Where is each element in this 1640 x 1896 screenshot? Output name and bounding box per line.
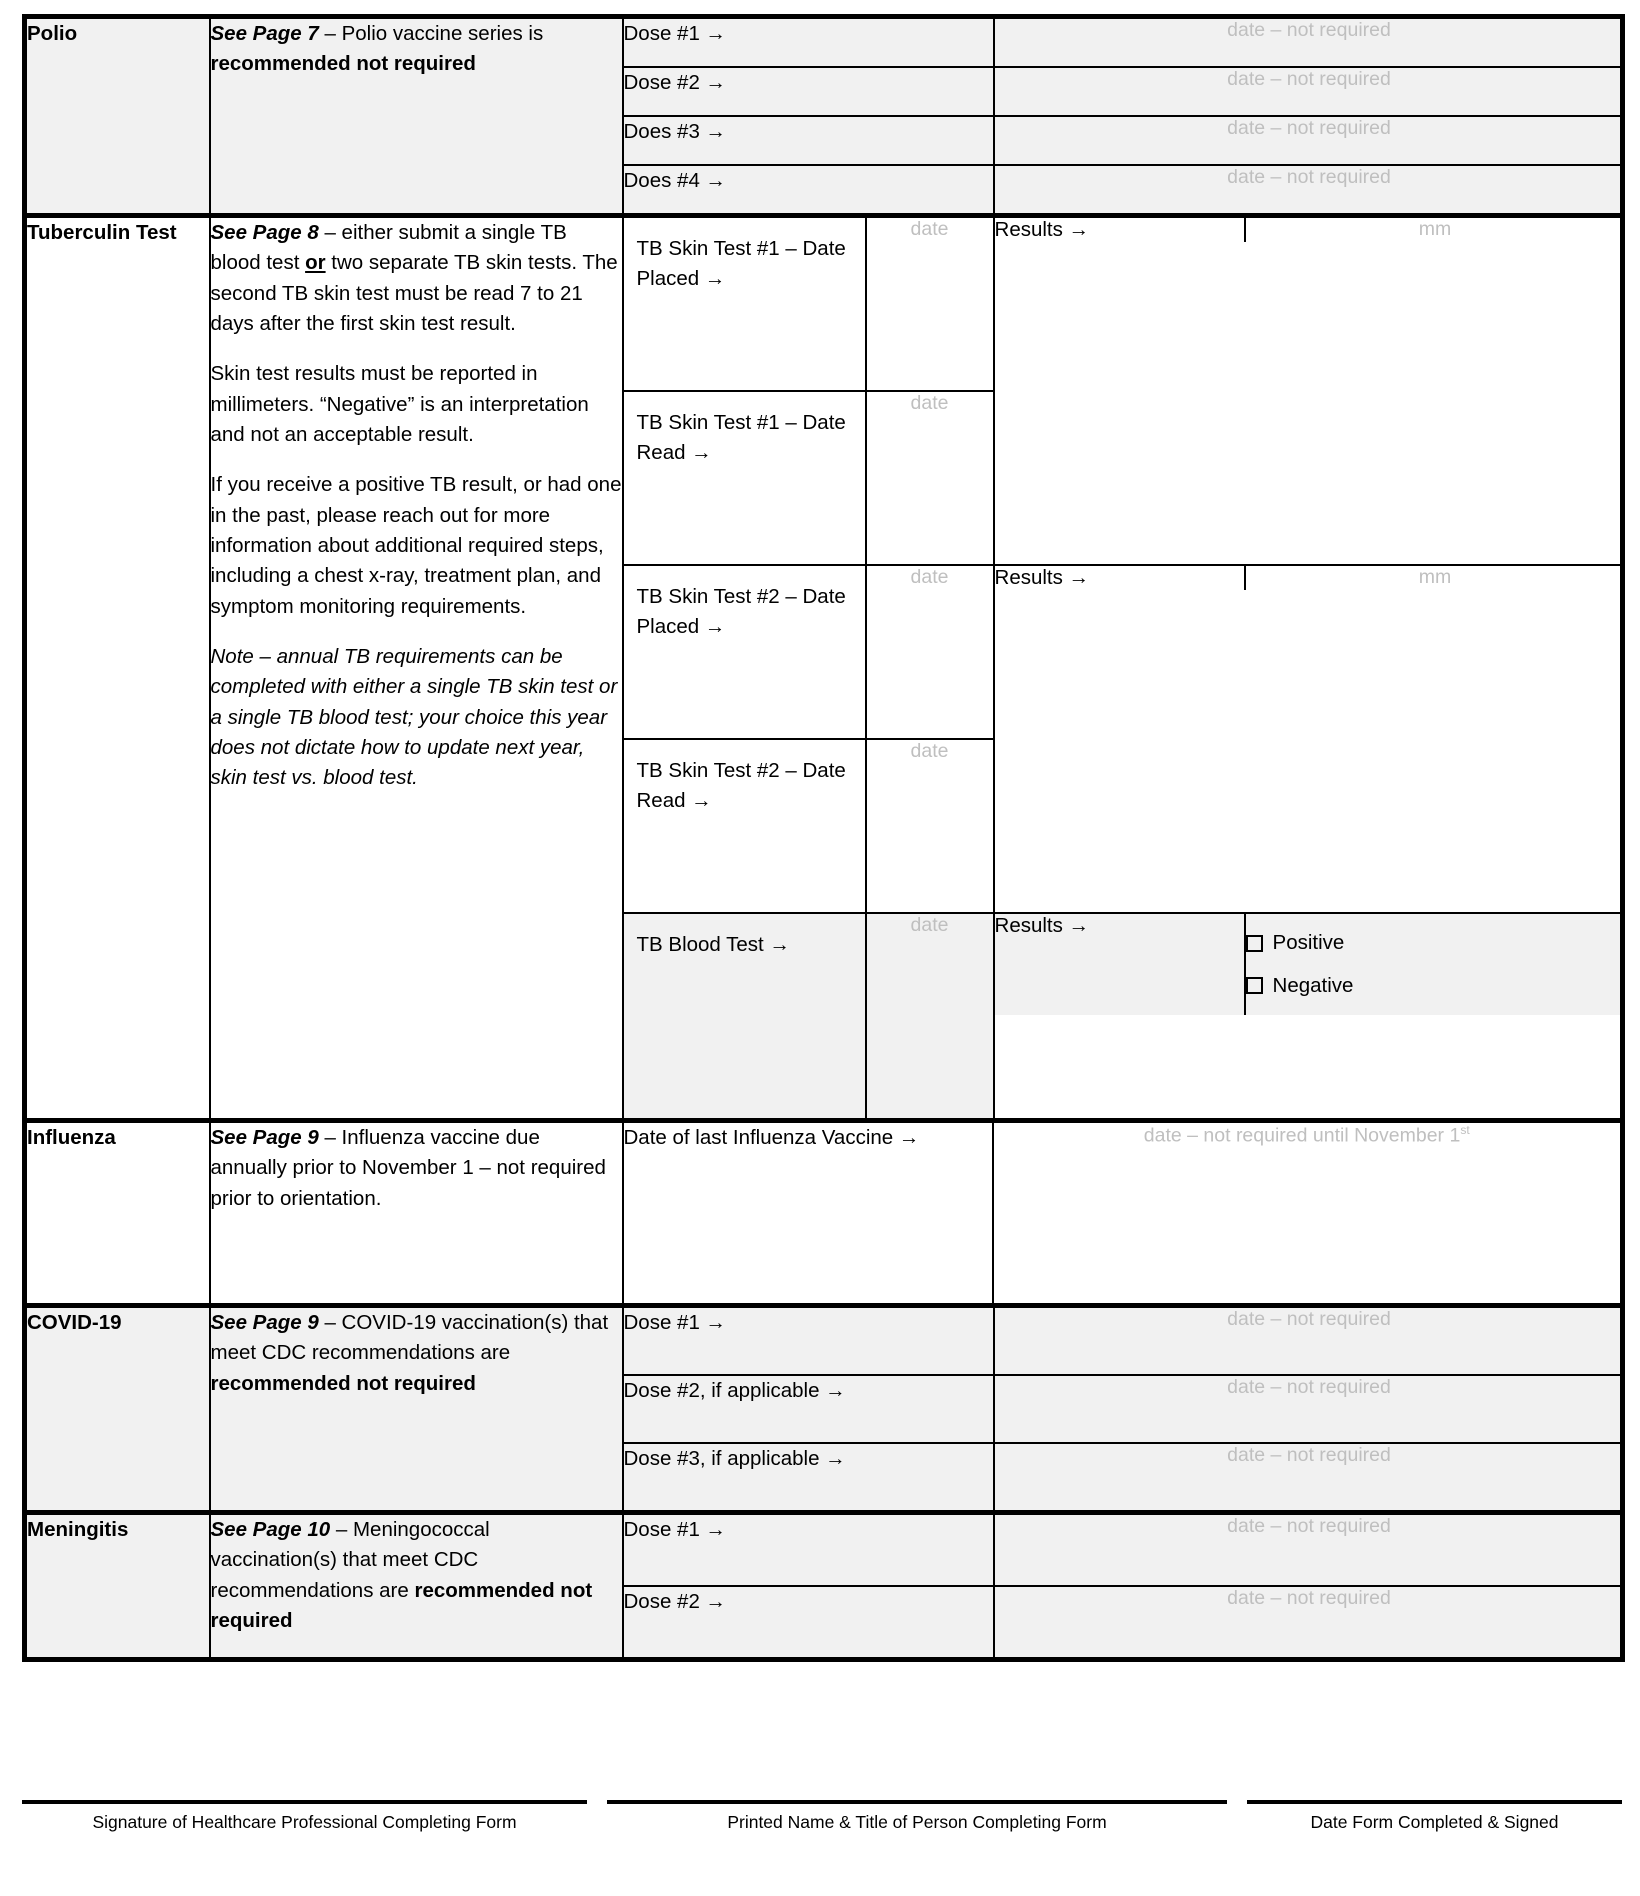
checkbox-icon[interactable] (1246, 935, 1263, 952)
dose-row (624, 1375, 1624, 1443)
checkbox-option-positive[interactable] (1246, 930, 1625, 957)
polio-dose-4-date-field[interactable]: date – not required (1227, 166, 1391, 188)
meningitis-desc-text: – Meningococcal vaccination(s) that meet CDC recommendations are (210, 1518, 490, 1602)
polio-desc-text: Polio vaccine series is (341, 22, 544, 45)
row-description-tuberculin (210, 216, 623, 1121)
signature-footer (0, 1800, 1640, 1890)
covid-doses-container (623, 1306, 1623, 1513)
influenza-prompt: Date of last Influenza Vaccine → (623, 1121, 993, 1306)
results-row (995, 914, 1625, 1015)
tb-test-1-results-mm-field[interactable]: mm (1418, 218, 1452, 240)
polio-dash: – (318, 22, 342, 45)
checkbox-label-negative: Negative (1272, 973, 1354, 997)
table-row-covid (25, 1306, 1623, 1513)
row-description-meningitis (210, 1513, 623, 1660)
dose-row (624, 1515, 1624, 1586)
covid-dose-1-date-field[interactable]: date – not required (994, 1308, 1624, 1375)
tb-test-1-results-table (995, 218, 1625, 242)
influenza-hint-text: date – not required until November 1 (1143, 1124, 1461, 1147)
tb-test-2-placed-date-field[interactable]: date (866, 565, 994, 739)
covid-desc-text: – COVID-19 vaccination(s) that meet CDC recommendations are (210, 1311, 609, 1365)
tb-test-2-results-table (995, 566, 1625, 590)
signature-caption-0: Signature of Healthcare Professional Completing Form (92, 1812, 517, 1832)
tb-test-2-results-mm-field[interactable]: mm (1418, 566, 1452, 588)
polio-dose-3-date-field[interactable]: date – not required (994, 116, 1624, 165)
polio-dose-4-label: Does #4 → (624, 165, 994, 213)
tb-p1-b: two separate TB skin tests. The second TB skin test must be read 7 to 21 days after the first skin test result. (210, 251, 618, 335)
tb-paragraph-3: If you receive a positive TB result, or had one in the past, please reach out for more information about additional required steps, including a chest x-ray, treatment plan, and symptom monitoring requirements. (210, 473, 622, 618)
row-label-influenza: Influenza (25, 1121, 210, 1306)
polio-dose-3-label: Does #3 → (624, 116, 994, 165)
tb-test-1-placed-row (624, 218, 1624, 391)
polio-dose-2-label: Dose #2 → (624, 67, 994, 116)
dose-row (624, 116, 1624, 165)
tb-blood-results-options (1245, 914, 1625, 1015)
dose-row (624, 1586, 1624, 1657)
influenza-desc-text: – Influenza vaccine due annually prior to November 1 – not required prior to orientation. (210, 1126, 606, 1210)
influenza-hint-suffix: st (1460, 1123, 1470, 1137)
covid-dose-2-date-field[interactable]: date – not required (994, 1375, 1624, 1443)
dose-row (624, 19, 1624, 67)
immunization-form-table (22, 14, 1625, 1662)
results-row (995, 566, 1625, 590)
checkbox-option-negative[interactable] (1246, 973, 1625, 1000)
table-row-meningitis (25, 1513, 1623, 1660)
meningitis-doses-table (624, 1515, 1624, 1657)
tb-p1-a: – either submit a single TB blood test (210, 221, 567, 275)
tb-test-2-placed-row (624, 565, 1624, 739)
table-row-tuberculin (25, 216, 1623, 1121)
dose-row (624, 165, 1624, 213)
dose-row (624, 67, 1624, 116)
meningitis-dose-1-date-field[interactable]: date – not required (994, 1515, 1624, 1586)
tb-test-1-read-date-field[interactable]: date (866, 391, 994, 565)
polio-doses-table (624, 19, 1624, 213)
meningitis-dose-2-label: Dose #2 → (624, 1586, 994, 1657)
tb-p1-or: or (305, 251, 326, 275)
row-label-polio: Polio (25, 17, 210, 216)
dose-row (624, 1308, 1624, 1375)
covid-emphasis: recommended not required (210, 1371, 476, 1395)
row-description-influenza (210, 1121, 623, 1306)
tb-test-1-placed-label: TB Skin Test #1 – Date Placed → (624, 218, 866, 391)
see-page-ref-covid: See Page 9 (210, 1311, 319, 1334)
polio-dose-1-label: Dose #1 → (624, 19, 994, 67)
polio-emphasis: recommended not required (210, 52, 476, 76)
see-page-ref-influenza: See Page 9 (210, 1126, 319, 1149)
see-page-ref-polio: See Page 7 (210, 22, 319, 45)
influenza-date-field[interactable] (993, 1121, 1623, 1306)
tb-blood-results-container (994, 913, 1624, 1118)
tb-test-1-placed-date-field[interactable]: date (866, 218, 994, 391)
tb-test-2-read-label: TB Skin Test #2 – Date Read → (624, 739, 866, 913)
polio-dose-2-date-field[interactable]: date – not required (994, 67, 1624, 116)
meningitis-dose-1-label: Dose #1 → (624, 1515, 994, 1586)
meningitis-emphasis: recommended not required (210, 1578, 593, 1632)
meningitis-doses-container (623, 1513, 1623, 1660)
tb-paragraph-2: Skin test results must be reported in millimeters. “Negative” is an interpretation and not an acceptable result. (210, 362, 589, 446)
tb-tests-container (623, 216, 1623, 1121)
signature-block-date (1247, 1800, 1622, 1833)
row-description-covid (210, 1306, 623, 1513)
signature-block-printed-name (607, 1800, 1227, 1833)
row-description-polio (210, 17, 623, 216)
see-page-ref-meningitis: See Page 10 (210, 1518, 331, 1541)
tb-blood-results-label: Results → (995, 914, 1245, 1015)
tb-blood-test-label: TB Blood Test → (624, 913, 866, 1118)
tb-test-1-results-label: Results → (995, 218, 1245, 242)
covid-dose-1-label: Dose #1 → (624, 1308, 994, 1375)
tb-blood-test-date-field[interactable]: date (866, 913, 994, 1118)
tb-test-2-placed-label: TB Skin Test #2 – Date Placed → (624, 565, 866, 739)
table-row-influenza (25, 1121, 1623, 1306)
signature-caption-2: Date Form Completed & Signed (1310, 1812, 1559, 1832)
polio-dose-1-date-field[interactable]: date – not required (994, 19, 1624, 67)
polio-doses-container (623, 17, 1623, 216)
tb-blood-test-row (624, 913, 1624, 1118)
dose-row (624, 1443, 1624, 1510)
tb-test-1-results-container (994, 218, 1624, 565)
tb-tests-table (624, 218, 1624, 1118)
tb-blood-results-table (995, 914, 1625, 1015)
tb-test-1-read-label: TB Skin Test #1 – Date Read → (624, 391, 866, 565)
tb-paragraph-4-note: Note – annual TB requirements can be completed with either a single TB skin test or a single TB blood test; your choice this year does not dictate how to update next year, skin test vs. blood test. (210, 644, 618, 790)
see-page-ref-tb: See Page 8 (210, 221, 319, 244)
signature-block-signature (22, 1800, 587, 1833)
row-label-meningitis: Meningitis (25, 1513, 210, 1660)
checkbox-label-positive: Positive (1272, 931, 1345, 954)
covid-dose-3-label: Dose #3, if applicable → (624, 1443, 994, 1510)
tb-test-2-results-label: Results → (995, 566, 1245, 590)
row-label-tuberculin: Tuberculin Test (25, 216, 210, 1121)
tb-test-2-read-date-field[interactable]: date (866, 739, 994, 913)
meningitis-dose-2-date-field[interactable]: date – not required (1227, 1587, 1391, 1609)
tb-paragraph-1 (211, 218, 622, 339)
checkbox-icon[interactable] (1246, 977, 1263, 994)
covid-dose-2-label: Dose #2, if applicable → (624, 1375, 994, 1443)
covid-doses-table (624, 1308, 1624, 1510)
table-row-polio (25, 17, 1623, 216)
covid-dose-3-date-field[interactable]: date – not required (1227, 1444, 1391, 1466)
results-row (995, 218, 1625, 242)
tb-test-2-results-container (994, 565, 1624, 913)
signature-caption-1: Printed Name & Title of Person Completing Form (727, 1812, 1107, 1832)
row-label-covid: COVID-19 (25, 1306, 210, 1513)
